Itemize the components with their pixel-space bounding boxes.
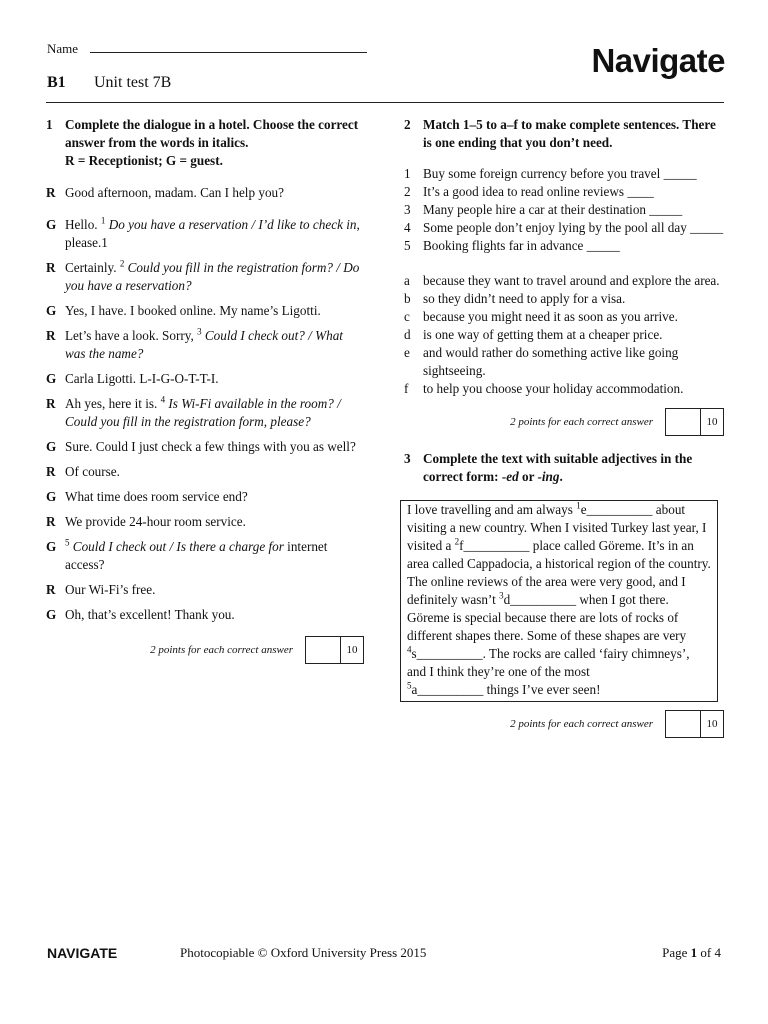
dialogue-line [46, 370, 364, 388]
item-text: because you might need it as soon as you arrive. [423, 309, 678, 324]
speaker-label: R [46, 582, 56, 597]
dialogue-text: We provide 24-hour room service. [65, 514, 246, 529]
answer-options[interactable]: Do you have a reservation / I’d like to check in [105, 217, 357, 232]
list-item [404, 237, 724, 255]
score-total: 10 [706, 416, 718, 428]
unit-title: Unit test 7B [94, 74, 172, 91]
dialogue-line [46, 395, 364, 431]
gap-number: 1 [100, 215, 106, 226]
dialogue-text: Our Wi-Fi’s free. [65, 582, 156, 597]
dialogue-text: internet access? [65, 539, 328, 572]
list-item [404, 201, 724, 219]
q3-heading [404, 450, 724, 486]
score-entry-field[interactable] [666, 409, 701, 435]
list-item [404, 165, 724, 183]
speaker-label: R [46, 514, 56, 529]
list-item [404, 219, 724, 237]
gap-text[interactable]: d__________ when I got there. Göreme is special because there are lots of rocks of different shapes there. Some of these shapes are very [407, 592, 687, 643]
dialogue-text: Yes, I have. I booked online. My name’s Ligotti. [65, 303, 321, 318]
item-text: Booking flights far in advance _____ [423, 238, 620, 253]
gap-number: 2 [119, 258, 125, 269]
q1-number: 1 [46, 117, 53, 132]
score-total: 10 [346, 644, 358, 656]
list-item [404, 290, 724, 308]
speaker-label: R [46, 185, 56, 200]
speaker-label: G [46, 217, 57, 232]
dialogue-text: Carla Ligotti. L-I-G-O-T-T-I. [65, 371, 219, 386]
score-box [305, 636, 364, 664]
q2-number: 2 [404, 117, 411, 132]
gap-text[interactable]: f__________ place called Göreme. It’s in an area called Cappadocia, a historical region of the country. The online reviews of the area were very good, and I definitely wasn’t [407, 538, 711, 607]
answer-options[interactable]: Could I check out / Is there a charge for [69, 539, 284, 554]
dialogue-text: Certainly. [65, 260, 120, 275]
item-text: so they didn’t need to apply for a visa. [423, 291, 626, 306]
answer-options[interactable]: Is Wi-Fi available in the room? / Could you fill in the registration form, please? [65, 396, 341, 429]
item-number: 1 [404, 166, 411, 181]
item-letter: b [404, 291, 411, 306]
gap-number: 3 [197, 326, 202, 337]
speaker-label: R [46, 260, 56, 275]
gap-number: 1 [576, 500, 581, 511]
right-column [404, 116, 724, 738]
dialogue-text: , please.1 [65, 217, 360, 250]
gap-number: 5 [407, 680, 412, 691]
item-number: 2 [404, 184, 411, 199]
speaker-label: R [46, 464, 56, 479]
answer-options[interactable]: Could you fill in the registration form? / Do you have a reservation? [65, 260, 360, 293]
question-1 [46, 116, 364, 664]
navigate-logo: Navigate [591, 42, 725, 79]
gap-number: 4 [407, 644, 412, 655]
dialogue-line [46, 488, 364, 506]
item-text: It’s a good idea to read online reviews ____ [423, 184, 654, 199]
gap-text[interactable]: s__________. The rocks are called ‘fairy chimneys’, and I think they’re one of the most [407, 646, 690, 679]
footer-brand: NAVIGATE [47, 945, 118, 961]
speaker-label: G [46, 371, 57, 386]
item-number: 5 [404, 238, 411, 253]
gap-number: 4 [160, 394, 166, 405]
name-label: Name [47, 41, 79, 56]
answer-options[interactable]: Could I check out? / What was the name? [65, 328, 343, 361]
item-text: Some people don’t enjoy lying by the pool all day _____ [423, 220, 724, 235]
q2-beginnings [404, 165, 724, 255]
points-label: 2 points for each correct answer [510, 718, 653, 730]
dialogue-text: What time does room service end? [65, 489, 248, 504]
dialogue-text: Hello. [65, 217, 101, 232]
q1-key: R = Receptionist; G = guest. [65, 153, 223, 168]
list-item [404, 272, 724, 290]
dialogue-text: Oh, that’s excellent! Thank you. [65, 607, 235, 622]
dialogue-line [46, 302, 364, 320]
gap-text[interactable]: a__________ things I’ve ever seen! [411, 682, 601, 697]
dialogue-text: Ah yes, here it is. [65, 396, 161, 411]
list-item [404, 380, 724, 398]
dialogue-line [46, 327, 364, 363]
q1-score-row [46, 636, 364, 664]
speaker-label: G [46, 439, 57, 454]
score-box [665, 408, 724, 436]
item-number: 4 [404, 220, 411, 235]
speaker-label: G [46, 607, 57, 622]
speaker-label: R [46, 328, 56, 343]
name-field-line[interactable] [90, 40, 367, 53]
q2-endings [404, 272, 724, 398]
speaker-label: G [46, 303, 57, 318]
points-label: 2 points for each correct answer [150, 644, 293, 656]
item-text: is one way of getting them at a cheaper price. [423, 327, 663, 342]
speaker-label: G [46, 489, 57, 504]
name-row [47, 40, 367, 58]
item-text: and would rather do something active like going sightseeing. [423, 345, 679, 378]
item-text: to help you choose your holiday accommodation. [423, 381, 684, 396]
q2-score-row [404, 408, 724, 436]
q1-instruction: Complete the dialogue in a hotel. Choose the correct answer from the words in italics. [65, 117, 359, 150]
item-letter: e [404, 345, 410, 360]
list-item [404, 326, 724, 344]
item-text: because they want to travel around and explore the area. [423, 273, 720, 288]
dialogue-line [46, 581, 364, 599]
item-text: Buy some foreign currency before you travel _____ [423, 166, 697, 181]
q3-text-box: I love travelling and am always $^1$e__________ about visiting a new country. When I visited Turkey last year, I visited a $^2$f__________ place called Göreme. It’s in an area called Cappadocia, a historical region of the country. The online reviews of the area were very good, and I definitely wasn’t $^3$d__________ when I got there. Göreme is special because there are lots of rocks of different shapes there. Some of these shapes are very $^4$s__________. The rocks are called ‘fairy chimneys’, and I think they’re one of the most $^5$a__________ things I’ve ever seen! [400, 500, 718, 702]
points-label: 2 points for each correct answer [510, 416, 653, 428]
dialogue-line [46, 513, 364, 531]
list-item [404, 308, 724, 326]
gap-text[interactable]: e__________ about visiting a new country. When I visited Turkey last year, I visited a [407, 502, 707, 553]
score-box [665, 710, 724, 738]
q3-score-row [404, 710, 724, 738]
item-letter: c [404, 309, 410, 324]
dialogue-text: Let’s have a look. Sorry, [65, 328, 198, 343]
q2-instruction: Match 1–5 to a–f to make complete sentences. There is one ending that you don’t need. [423, 117, 716, 150]
gap-number: 2 [454, 536, 460, 547]
dialogue-line [46, 184, 364, 202]
page-number: Page 1 of 4 [662, 945, 721, 960]
speaker-label: R [46, 396, 56, 411]
dialogue-text: Good afternoon, madam. Can I help you? [65, 185, 284, 200]
dialogue-line [46, 606, 364, 624]
list-item [404, 183, 724, 201]
level-label: B1 [47, 74, 66, 91]
footer-copyright: Photocopiable © Oxford University Press 2015 [180, 945, 427, 960]
dialogue-line [46, 216, 364, 252]
dialogue-line [46, 538, 364, 574]
gap-number: 5 [65, 537, 70, 548]
score-total: 10 [706, 718, 718, 730]
dialogue-line [46, 463, 364, 481]
q3-instruction: Complete the text with suitable adjectives in the correct form: -ed or -ing. [423, 451, 693, 484]
score-entry-field[interactable] [306, 637, 341, 663]
speaker-label: G [46, 539, 57, 554]
gap-number: 3 [499, 590, 504, 601]
item-text: Many people hire a car at their destination _____ [423, 202, 683, 217]
item-letter: a [404, 273, 410, 288]
dialogue-text: Of course. [65, 464, 120, 479]
list-item [404, 344, 724, 380]
header-divider [46, 102, 724, 103]
score-entry-field[interactable] [666, 711, 701, 737]
dialogue-line [46, 259, 364, 295]
dialogue-text: Sure. Could I just check a few things with you as well? [65, 439, 356, 454]
q2-heading [404, 116, 724, 152]
q3-number: 3 [404, 451, 411, 466]
dialogue-line [46, 438, 364, 456]
item-letter: f [404, 381, 409, 396]
q1-heading [46, 116, 364, 170]
item-number: 3 [404, 202, 411, 217]
item-letter: d [404, 327, 411, 342]
